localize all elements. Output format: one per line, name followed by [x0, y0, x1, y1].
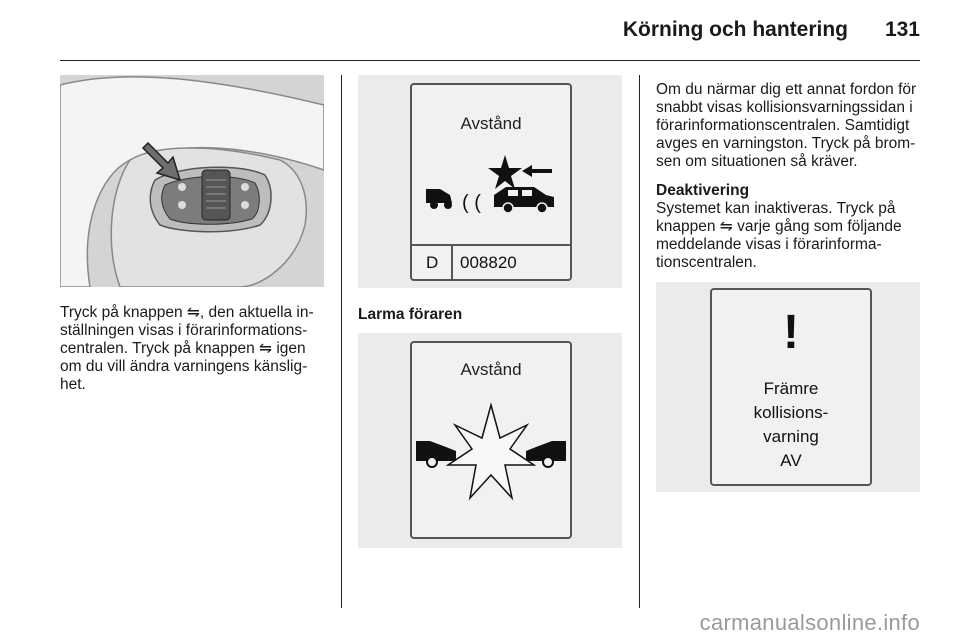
display1-title: Avstånd	[460, 114, 522, 133]
car-icon	[426, 189, 452, 209]
steering-wheel-controls-image	[60, 75, 324, 287]
display1-code-letter: D	[426, 253, 439, 272]
exclamation-icon: !	[783, 306, 799, 359]
display2-title: Avstånd	[460, 360, 522, 379]
header-rule	[60, 60, 920, 61]
col2-heading: Larma föraren	[358, 306, 463, 323]
col1-paragraph: Tryck på knappen ⇋, den aktuella in- ställningen visas i förarinformations- centralen. Tryck på knappen ⇋ igen om du vill ändra varningens känslig- het.	[60, 304, 314, 393]
star-icon	[488, 155, 522, 189]
warning-off-display	[710, 288, 872, 486]
svg-text:( (: ( (	[462, 192, 481, 214]
svg-text:varning: varning	[763, 427, 819, 446]
alert-display	[410, 341, 572, 539]
arrow-left-icon	[522, 165, 552, 177]
distance-display	[410, 83, 572, 281]
column-divider	[639, 75, 640, 608]
svg-text:AV: AV	[780, 451, 802, 470]
display-figure-3	[656, 282, 920, 492]
page-header	[0, 0, 960, 62]
col3-heading: Deaktivering	[656, 182, 750, 199]
car-icon	[494, 187, 554, 213]
page-number: 131	[884, 18, 920, 41]
svg-text:Främre: Främre	[763, 379, 819, 398]
watermark: carmanualsonline.info	[699, 610, 920, 635]
display-figure-1	[358, 75, 622, 288]
display-figure-2	[358, 333, 622, 548]
column-divider	[341, 75, 342, 608]
page-title: Körning och hantering	[622, 18, 848, 41]
col3-paragraph-1: Om du närmar dig ett annat fordon för snabbt visas kollisionsvarningssidan i förarinformationscentralen. Samtidigt avges en varningston. Tryck på brom- sen om situationen så kräver.	[656, 81, 917, 170]
steering-wheel-figure	[60, 75, 324, 287]
crash-icon	[416, 405, 566, 498]
svg-text:kollisions-: kollisions-	[753, 403, 829, 422]
display1-code-value: 008820	[460, 253, 517, 272]
col3-paragraph-2: Systemet kan inaktiveras. Tryck på knappen ⇋ varje gång som följande meddelande visas i förarinforma- tionscentralen.	[656, 200, 902, 271]
